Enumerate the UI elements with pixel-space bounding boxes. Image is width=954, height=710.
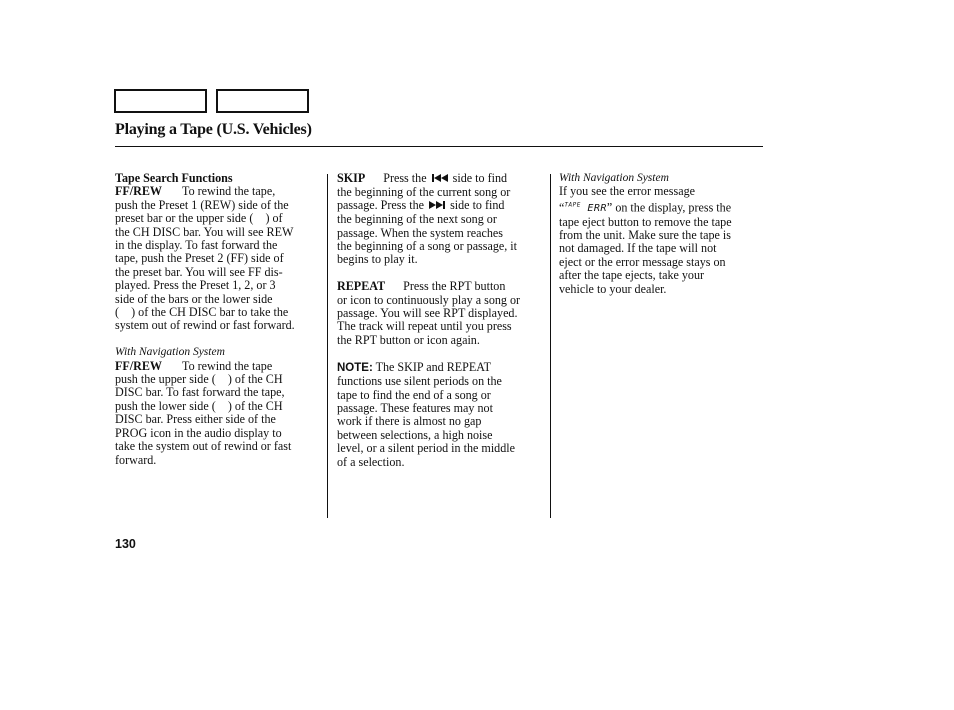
section-heading: Tape Search Functions: [115, 171, 233, 185]
page-title: Playing a Tape (U.S. Vehicles): [115, 121, 312, 138]
repeat-label: REPEAT: [337, 279, 386, 294]
column-divider-1: [327, 174, 328, 518]
column-divider-2: [550, 174, 551, 518]
skip-label: SKIP: [337, 171, 366, 185]
column-error-message: With Navigation System If you see the error message “$^{TAPE}$ ERR” on the display, press the tape eject button to remove the tape from the unit. Make sure the tape is not damaged. If the tape will not eject or the error message stays on after the tape ejects, take your vehicle to your dealer.: [559, 172, 761, 296]
next-page-button[interactable]: [216, 89, 309, 113]
skip-forward-icon: [427, 200, 447, 213]
ffrew-paragraph: FF/REW To rewind the tape,: [115, 184, 276, 199]
previous-page-button[interactable]: [114, 89, 207, 113]
repeat-paragraph: REPEAT Press the RPT button: [337, 279, 506, 294]
title-divider: [115, 146, 763, 147]
navigation-note: With Navigation System: [559, 172, 669, 184]
ffrew-nav-paragraph: FF/REW To rewind the tape: [115, 358, 273, 373]
note-paragraph: NOTE: The SKIP and REPEAT: [337, 359, 492, 374]
navigation-note: With Navigation System: [115, 346, 225, 359]
skip-paragraph: SKIP Press the side to find: [337, 171, 508, 185]
ffrew-nav-label: FF/REW: [115, 358, 163, 373]
note-label: NOTE:: [337, 361, 373, 374]
page-number: 130: [115, 537, 136, 551]
skip-back-icon: [430, 173, 450, 186]
column-skip-repeat: SKIP Press the side to find the beginning of the current song or passage. Press the side to find the beginning of the next song or passage. When the system reaches the beginning of a song or passage, it begins to play it. REPEAT Press the RPT button or icon to continuously play a song or passage. You will see RPT displayed. The track will repeat until you press the RPT button or icon again. NOTE: The SKIP and REPEAT functions use silent periods on the tape to find the end of a song or passage. These features may not work if there is almost no gap between selections, a high noise level, or a silent period in the middle of a selection.: [337, 172, 543, 469]
error-message-line: “$^{TAPE}$ ERR” on the display, press the: [559, 200, 732, 215]
error-display-text: $^{TAPE}$ ERR: [564, 201, 607, 215]
column-tape-search: Tape Search Functions FF/REW To rewind the tape, push the Preset 1 (REW) side of the preset bar or the upper side ( ) of the CH DISC bar. You will see REW in the display. To fast forward the tape, push the Preset 2 (FF) side of the preset bar. You will see FF dis- played. Press the Preset 1, 2, or 3 side of the bars or the lower side ( ) of the CH DISC bar to take the system out of rewind or fast forward. With Navigation System FF/REW To rewind the tape push the upper side ( ) of the CH DISC bar. To fast forward the tape, push the lower side ( ) of the CH DISC bar. Press either side of the PROG icon in the audio display to take the system out of rewind or fast forward.: [115, 172, 321, 467]
ffrew-label: FF/REW: [115, 184, 163, 199]
